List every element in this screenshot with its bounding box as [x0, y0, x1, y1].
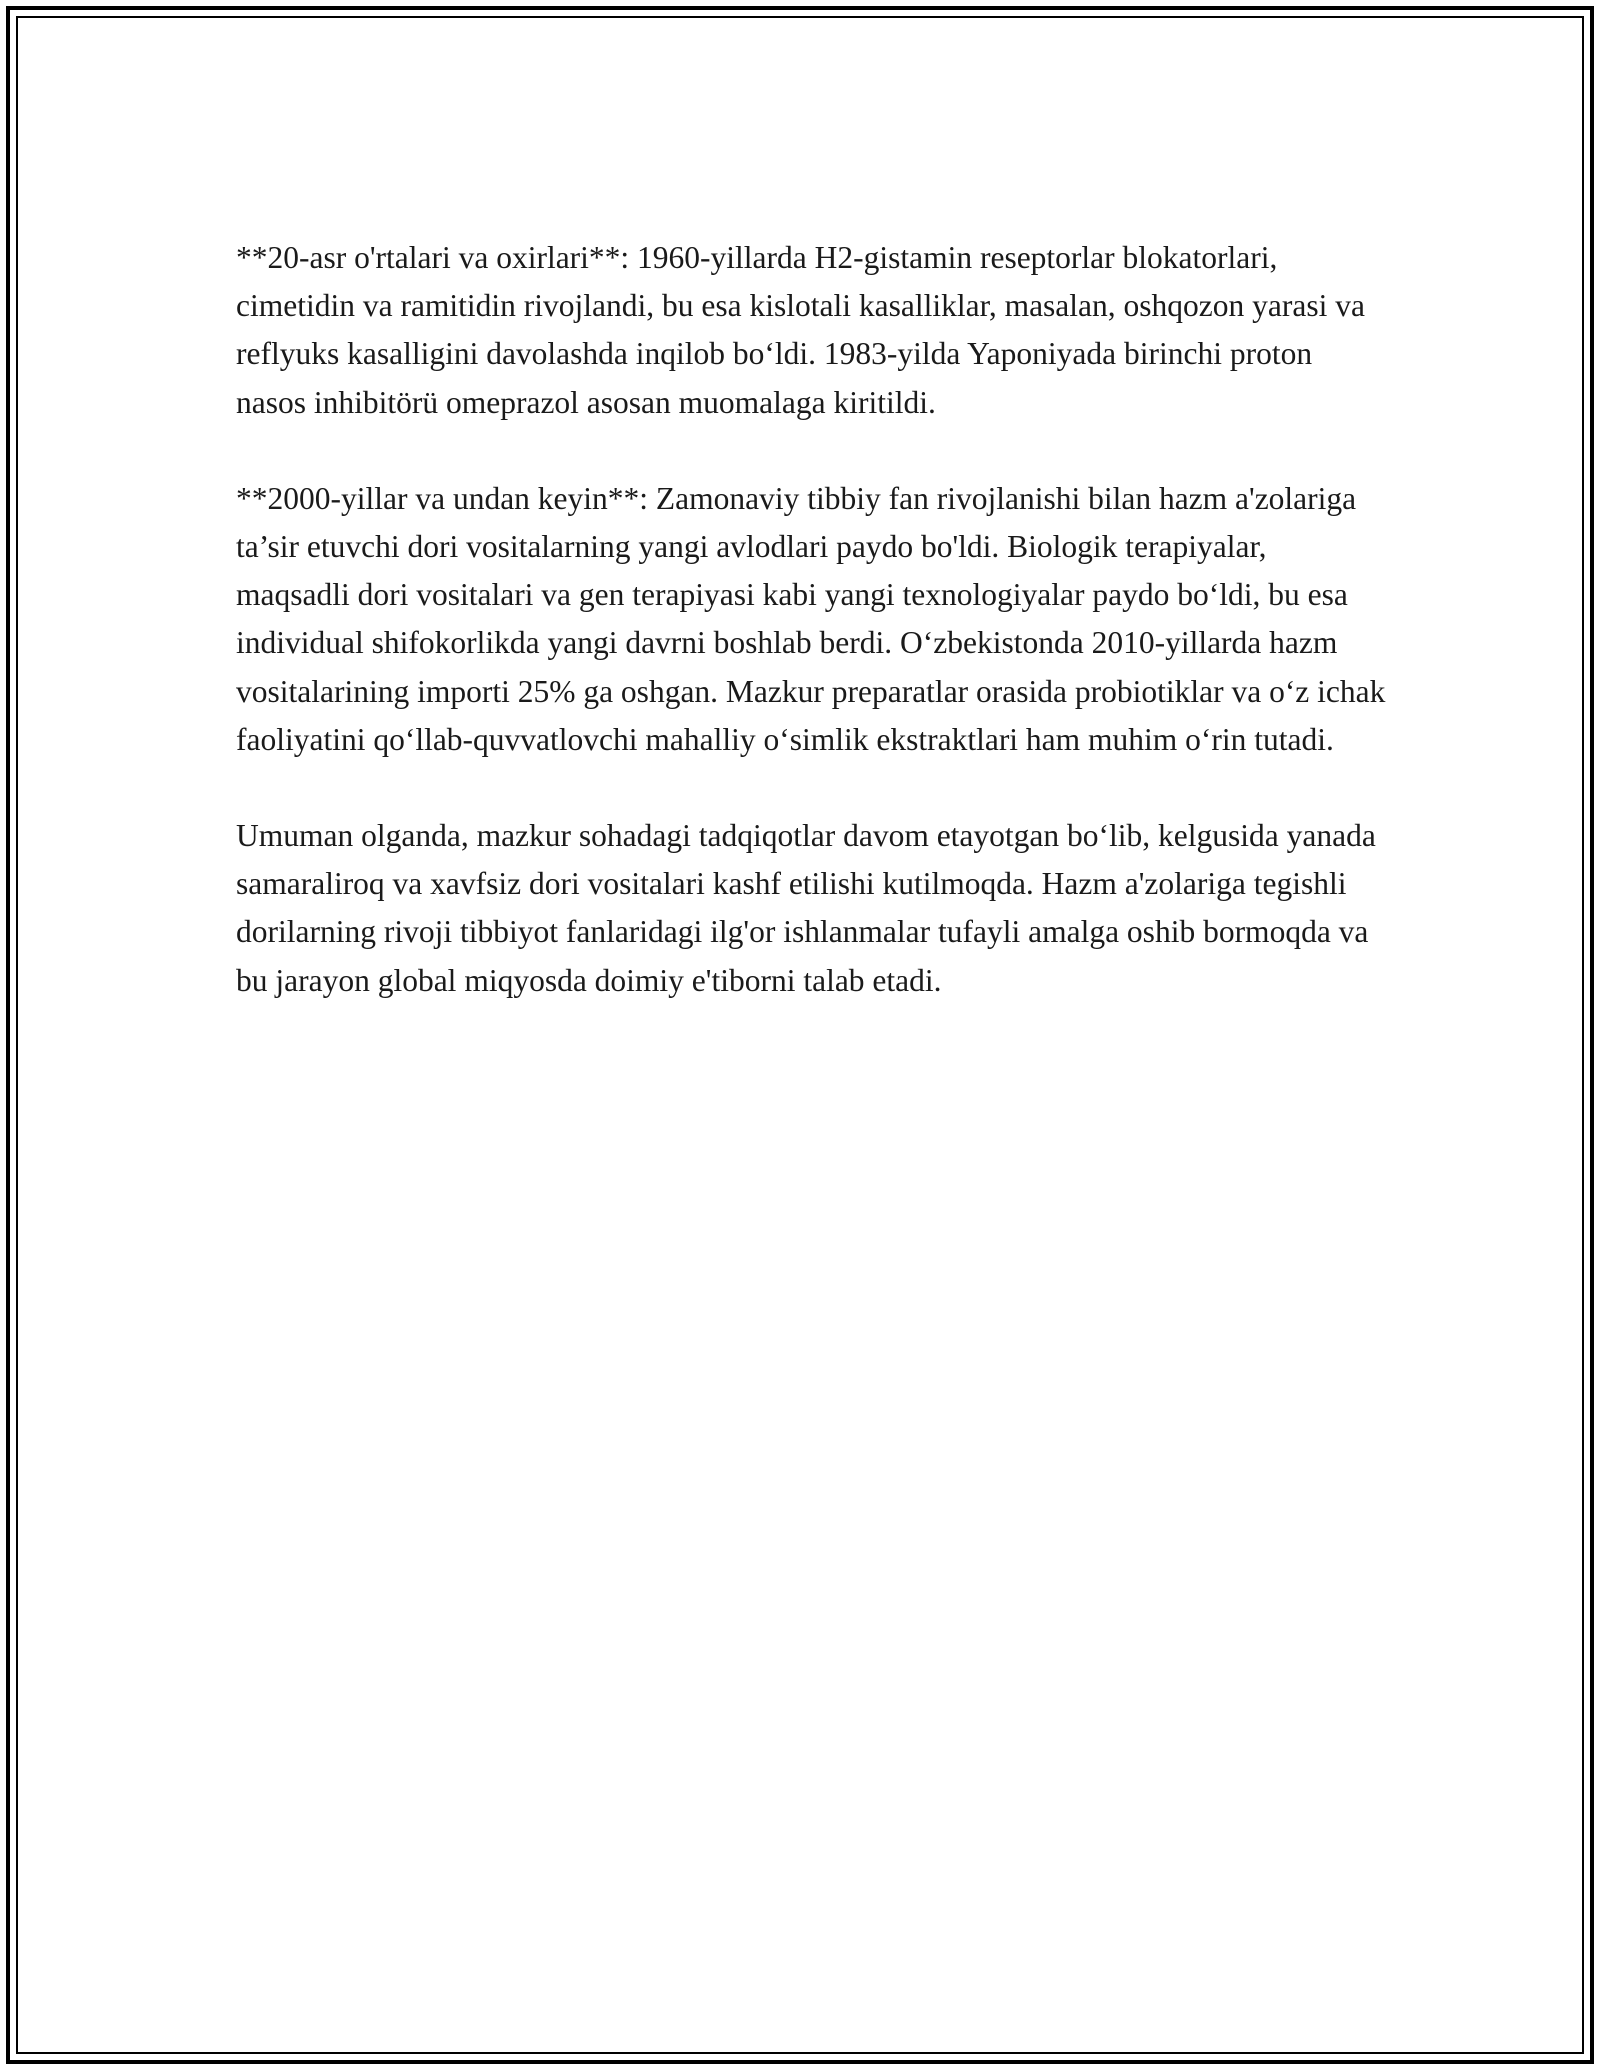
paragraph-20th-century: **20-asr o'rtalari va oxirlari**: 1960-yillarda H2-gistamin reseptorlar blokatorlari, cimetidin va ramitidin rivojlandi, bu esa kislotali kasalliklar, masalan, oshqozon yarasi va reflyuks kasalligini davolashda inqilob bo‘ldi. 1983-yilda Yaponiyada birinchi proton nasos inhibitörü omeprazol asosan muomalaga kiritildi.: [236, 240, 1365, 420]
paragraph-conclusion: Umuman olganda, mazkur sohadagi tadqiqotlar davom etayotgan bo‘lib, kelgusida yanada samaraliroq va xavfsiz dori vositalari kashf etilishi kutilmoqda. Hazm a'zolariga tegishli dorilarning rivoji tibbiyot fanlaridagi ilg'or ishlanmalar tufayli amalga oshib bormoqda va bu jarayon global miqyosda doimiy e'tiborni talab etadi.: [236, 818, 1376, 998]
paragraph-2000s-onward: **2000-yillar va undan keyin**: Zamonaviy tibbiy fan rivojlanishi bilan hazm a'zolariga ta’sir etuvchi dori vositalarning yangi avlodlari paydo bo'ldi. Biologik terapiyalar, maqsadli dori vositalari va gen terapiyasi kabi yangi texnologiyalar paydo bo‘ldi, bu esa individual shifokorlikda yangi davrni boshlab berdi. O‘zbekistonda 2010-yillarda hazm vositalarining importi 25% ga oshgan. Mazkur preparatlar orasida probiotiklar va o‘z ichak faoliyatini qo‘llab-quvvatlovchi mahalliy o‘simlik ekstraktlari ham muhim o‘rin tutadi.: [236, 480, 1386, 757]
document-body: [236, 234, 1386, 1053]
